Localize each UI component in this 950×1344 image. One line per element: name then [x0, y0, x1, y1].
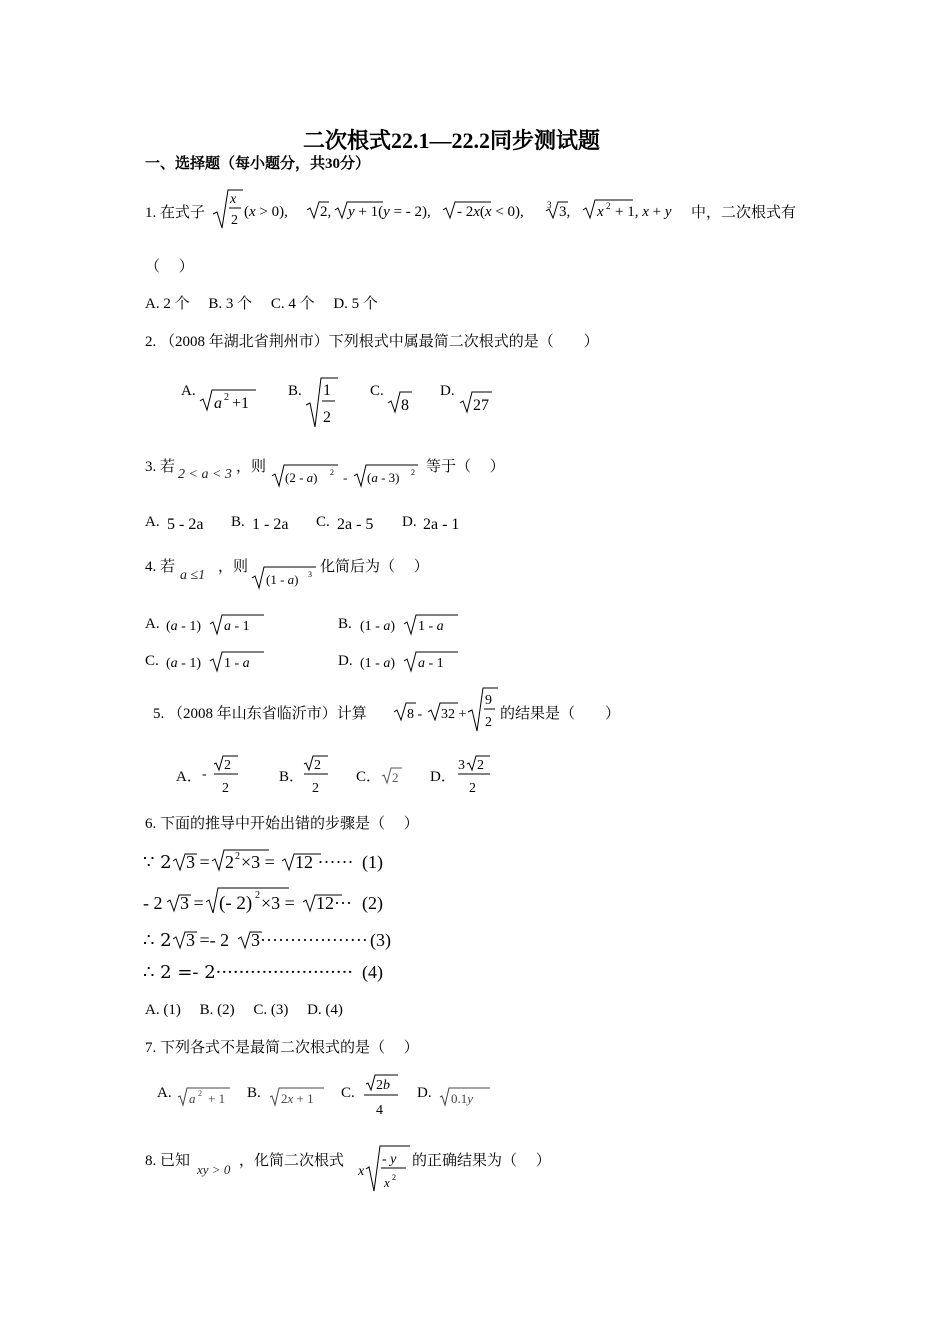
svg-text:2: 2	[485, 715, 492, 730]
q8-expression	[356, 1143, 412, 1195]
q2-option-a-expr	[198, 384, 258, 414]
q2-option-c-label: C.	[370, 383, 384, 399]
svg-text:2: 2	[235, 851, 240, 862]
svg-text:a - 1: a - 1	[224, 619, 250, 634]
svg-text:2: 2	[222, 781, 229, 796]
q3-option-a-label: A.	[145, 514, 160, 530]
svg-text:2: 2	[255, 890, 260, 901]
svg-text:(a - 1): (a - 1)	[166, 656, 201, 671]
q2-option-d-label: D.	[440, 383, 455, 399]
svg-text:8 -: 8 -	[407, 707, 423, 722]
svg-text:2: 2	[225, 852, 234, 872]
q7-option-d-label: D.	[417, 1085, 432, 1101]
q6-step-4: (4)	[362, 962, 383, 982]
q7-option-b-expr	[268, 1083, 328, 1111]
svg-text:3: 3	[308, 570, 312, 579]
q5-option-b-expr	[302, 752, 332, 796]
q8-condition: xy > 0	[197, 1162, 231, 1177]
svg-text:×3 =: ×3 =	[261, 893, 295, 913]
q6-step-3: (3)	[370, 930, 391, 950]
svg-text:3 =- 2: 3 =- 2	[186, 930, 230, 950]
svg-text:2,: 2,	[320, 204, 332, 220]
svg-text:a - 1: a - 1	[418, 656, 444, 671]
svg-text:2: 2	[198, 1089, 202, 1098]
svg-text:2: 2	[392, 770, 399, 785]
q2-option-a-label: A.	[181, 383, 196, 399]
q4-condition: a ≤1	[180, 568, 206, 583]
q4-option-b-label: B.	[338, 616, 352, 632]
svg-text:2: 2	[224, 758, 231, 773]
svg-text:1 - a: 1 - a	[418, 619, 444, 634]
svg-text:(2 - a): (2 - a)	[285, 470, 318, 485]
svg-text:2: 2	[392, 1173, 396, 1182]
q5-option-b-label: B．	[279, 769, 305, 785]
q7-option-c-expr	[362, 1071, 402, 1121]
svg-text:(x > 0),: (x > 0),	[244, 204, 288, 220]
svg-text:3··················: 3··················	[251, 930, 368, 950]
section-heading: 一、选择题（每小题分，共30分）	[145, 156, 371, 172]
q4-option-d-expr	[360, 647, 460, 675]
q3-option-b: 1 - 2a	[252, 516, 289, 533]
svg-text:∵ 2: ∵ 2	[143, 852, 172, 873]
svg-text:8: 8	[401, 397, 409, 414]
svg-text:(1 - a): (1 - a)	[360, 656, 395, 671]
q5-option-d-expr	[456, 752, 496, 796]
q1-expression	[211, 186, 711, 232]
q4-option-c-label: C.	[145, 653, 159, 669]
svg-text:3: 3	[458, 758, 465, 773]
q4-expression	[250, 563, 320, 591]
svg-text:a: a	[189, 1091, 196, 1106]
svg-text:1 - a: 1 - a	[224, 656, 250, 671]
q3-expression	[270, 460, 428, 490]
q3-option-b-label: B.	[231, 514, 245, 530]
q1-answer-paren: （ ）	[145, 259, 194, 275]
svg-text:12 ······: 12 ······	[295, 852, 354, 872]
q6-step-2: (2)	[362, 893, 383, 913]
q8-mid: ，化简二次根式	[239, 1153, 345, 1169]
svg-text:9: 9	[485, 693, 492, 708]
svg-text:12···: 12···	[316, 893, 352, 913]
q2-option-d-expr	[458, 386, 494, 416]
svg-text:+ 1: + 1	[208, 1091, 226, 1106]
q7-text: 7. 下列各式不是最简二次根式的是（ ）	[145, 1040, 419, 1056]
q5-expression	[392, 686, 502, 734]
q3-option-c-label: C.	[316, 514, 330, 530]
q6-text: 6. 下面的推导中开始出错的步骤是（ ）	[145, 816, 419, 832]
q5-option-c-label: C．	[356, 769, 382, 785]
q5-prefix: 5. （2008 年山东省临沂市）计算	[153, 706, 367, 722]
svg-text:x: x	[384, 1175, 390, 1190]
q1-prefix: 1. 在式子	[145, 205, 206, 221]
svg-text:-: -	[343, 470, 348, 485]
svg-text:4: 4	[376, 1103, 383, 1118]
svg-text:2: 2	[411, 468, 415, 477]
svg-text:- 2x(x < 0),: - 2x(x < 0),	[457, 204, 524, 220]
svg-text:- y: - y	[382, 1152, 397, 1167]
q3-option-d: 2a - 1	[423, 516, 460, 533]
svg-text:2: 2	[314, 758, 321, 773]
q3-option-a: 5 - 2a	[167, 516, 204, 533]
svg-text:27: 27	[473, 397, 489, 414]
svg-text:1: 1	[323, 382, 331, 399]
q3-suffix: 等于（ ）	[426, 459, 505, 475]
svg-text:2: 2	[606, 201, 611, 211]
svg-text:(a - 3): (a - 3)	[367, 470, 400, 485]
svg-text:2: 2	[469, 781, 476, 796]
svg-text:x: x	[230, 192, 237, 207]
q3-option-c: 2a - 5	[337, 516, 374, 533]
svg-text:(1 - a): (1 - a)	[360, 619, 395, 634]
page-title: 二次根式22.1—22.2同步测试题	[303, 128, 601, 153]
svg-text:3,: 3,	[559, 204, 571, 220]
q4-mid: ，则	[218, 559, 249, 575]
q2-option-b-expr	[304, 375, 340, 431]
svg-text:∴ 2 =- 2······················: ∴ 2 =- 2························	[143, 962, 354, 983]
svg-text:-: -	[202, 767, 207, 782]
q7-option-b-label: B.	[247, 1085, 261, 1101]
q2-text: 2. （2008 年湖北省荆州市）下列根式中属最简二次根式的是（ ）	[145, 334, 599, 350]
q3-prefix: 3. 若	[145, 459, 176, 475]
q5-option-a-label: A．	[176, 769, 202, 785]
q3-option-d-label: D.	[402, 514, 417, 530]
q2-option-c-expr	[386, 386, 414, 416]
q7-option-d-expr	[438, 1083, 494, 1111]
q5-option-c-expr	[380, 764, 404, 788]
q4-option-a-label: A.	[145, 616, 160, 632]
svg-text:a: a	[214, 395, 222, 412]
svg-text:- 2: - 2	[143, 893, 163, 913]
q1-suffix: 中，二次根式有	[691, 205, 797, 221]
q5-option-a-expr	[202, 752, 242, 796]
svg-text:(- 2): (- 2)	[219, 893, 253, 914]
q1-options: A. 2 个 B. 3 个 C. 4 个 D. 5 个	[145, 296, 378, 312]
svg-text:2: 2	[323, 409, 331, 426]
svg-text:+ 1, x + y: + 1, x + y	[615, 204, 672, 220]
q5-suffix: 的结果是（ ）	[500, 706, 621, 722]
q4-option-b-expr	[360, 610, 460, 638]
svg-text:3 =: 3 =	[180, 893, 204, 913]
q4-option-c-expr	[166, 647, 266, 675]
svg-text:3 =: 3 =	[186, 852, 210, 872]
svg-text:x: x	[358, 1164, 365, 1179]
q2-option-b-label: B.	[288, 383, 302, 399]
svg-text:2b: 2b	[376, 1078, 390, 1093]
svg-text:(a - 1): (a - 1)	[166, 619, 201, 634]
q4-suffix: 化简后为（ ）	[320, 559, 429, 575]
svg-text:(1 - a): (1 - a)	[266, 572, 299, 587]
svg-text:0.1y: 0.1y	[451, 1091, 474, 1106]
q5-option-d-label: D．	[430, 769, 456, 785]
svg-text:2: 2	[231, 213, 238, 228]
svg-text:32 +: 32 +	[441, 707, 467, 722]
svg-text:×3 =: ×3 =	[241, 852, 275, 872]
svg-text:x: x	[597, 204, 604, 220]
q6-step-1: (1)	[362, 852, 383, 872]
q7-option-c-label: C.	[341, 1085, 355, 1101]
q4-option-d-label: D.	[338, 653, 353, 669]
q4-prefix: 4. 若	[145, 559, 176, 575]
q8-suffix: 的正确结果为（ ）	[412, 1153, 551, 1169]
svg-text:2: 2	[224, 392, 229, 403]
q7-option-a-expr	[176, 1083, 232, 1111]
q7-option-a-label: A.	[157, 1085, 172, 1101]
svg-text:3: 3	[547, 200, 552, 210]
q3-mid: ，则	[236, 459, 267, 475]
q3-condition: 2 < a < 3	[178, 467, 232, 482]
svg-text:2x + 1: 2x + 1	[281, 1091, 314, 1106]
svg-text:2: 2	[477, 758, 484, 773]
q6-options: A. (1) B. (2) C. (3) D. (4)	[145, 1002, 343, 1018]
svg-text:y + 1(y = - 2),: y + 1(y = - 2),	[348, 204, 431, 220]
svg-text:∴ 2: ∴ 2	[143, 930, 172, 951]
svg-text:2: 2	[312, 781, 319, 796]
q4-option-a-expr	[166, 610, 266, 638]
svg-text:2: 2	[330, 468, 334, 477]
svg-text:+1: +1	[232, 395, 250, 412]
q8-prefix: 8. 已知	[145, 1153, 191, 1169]
